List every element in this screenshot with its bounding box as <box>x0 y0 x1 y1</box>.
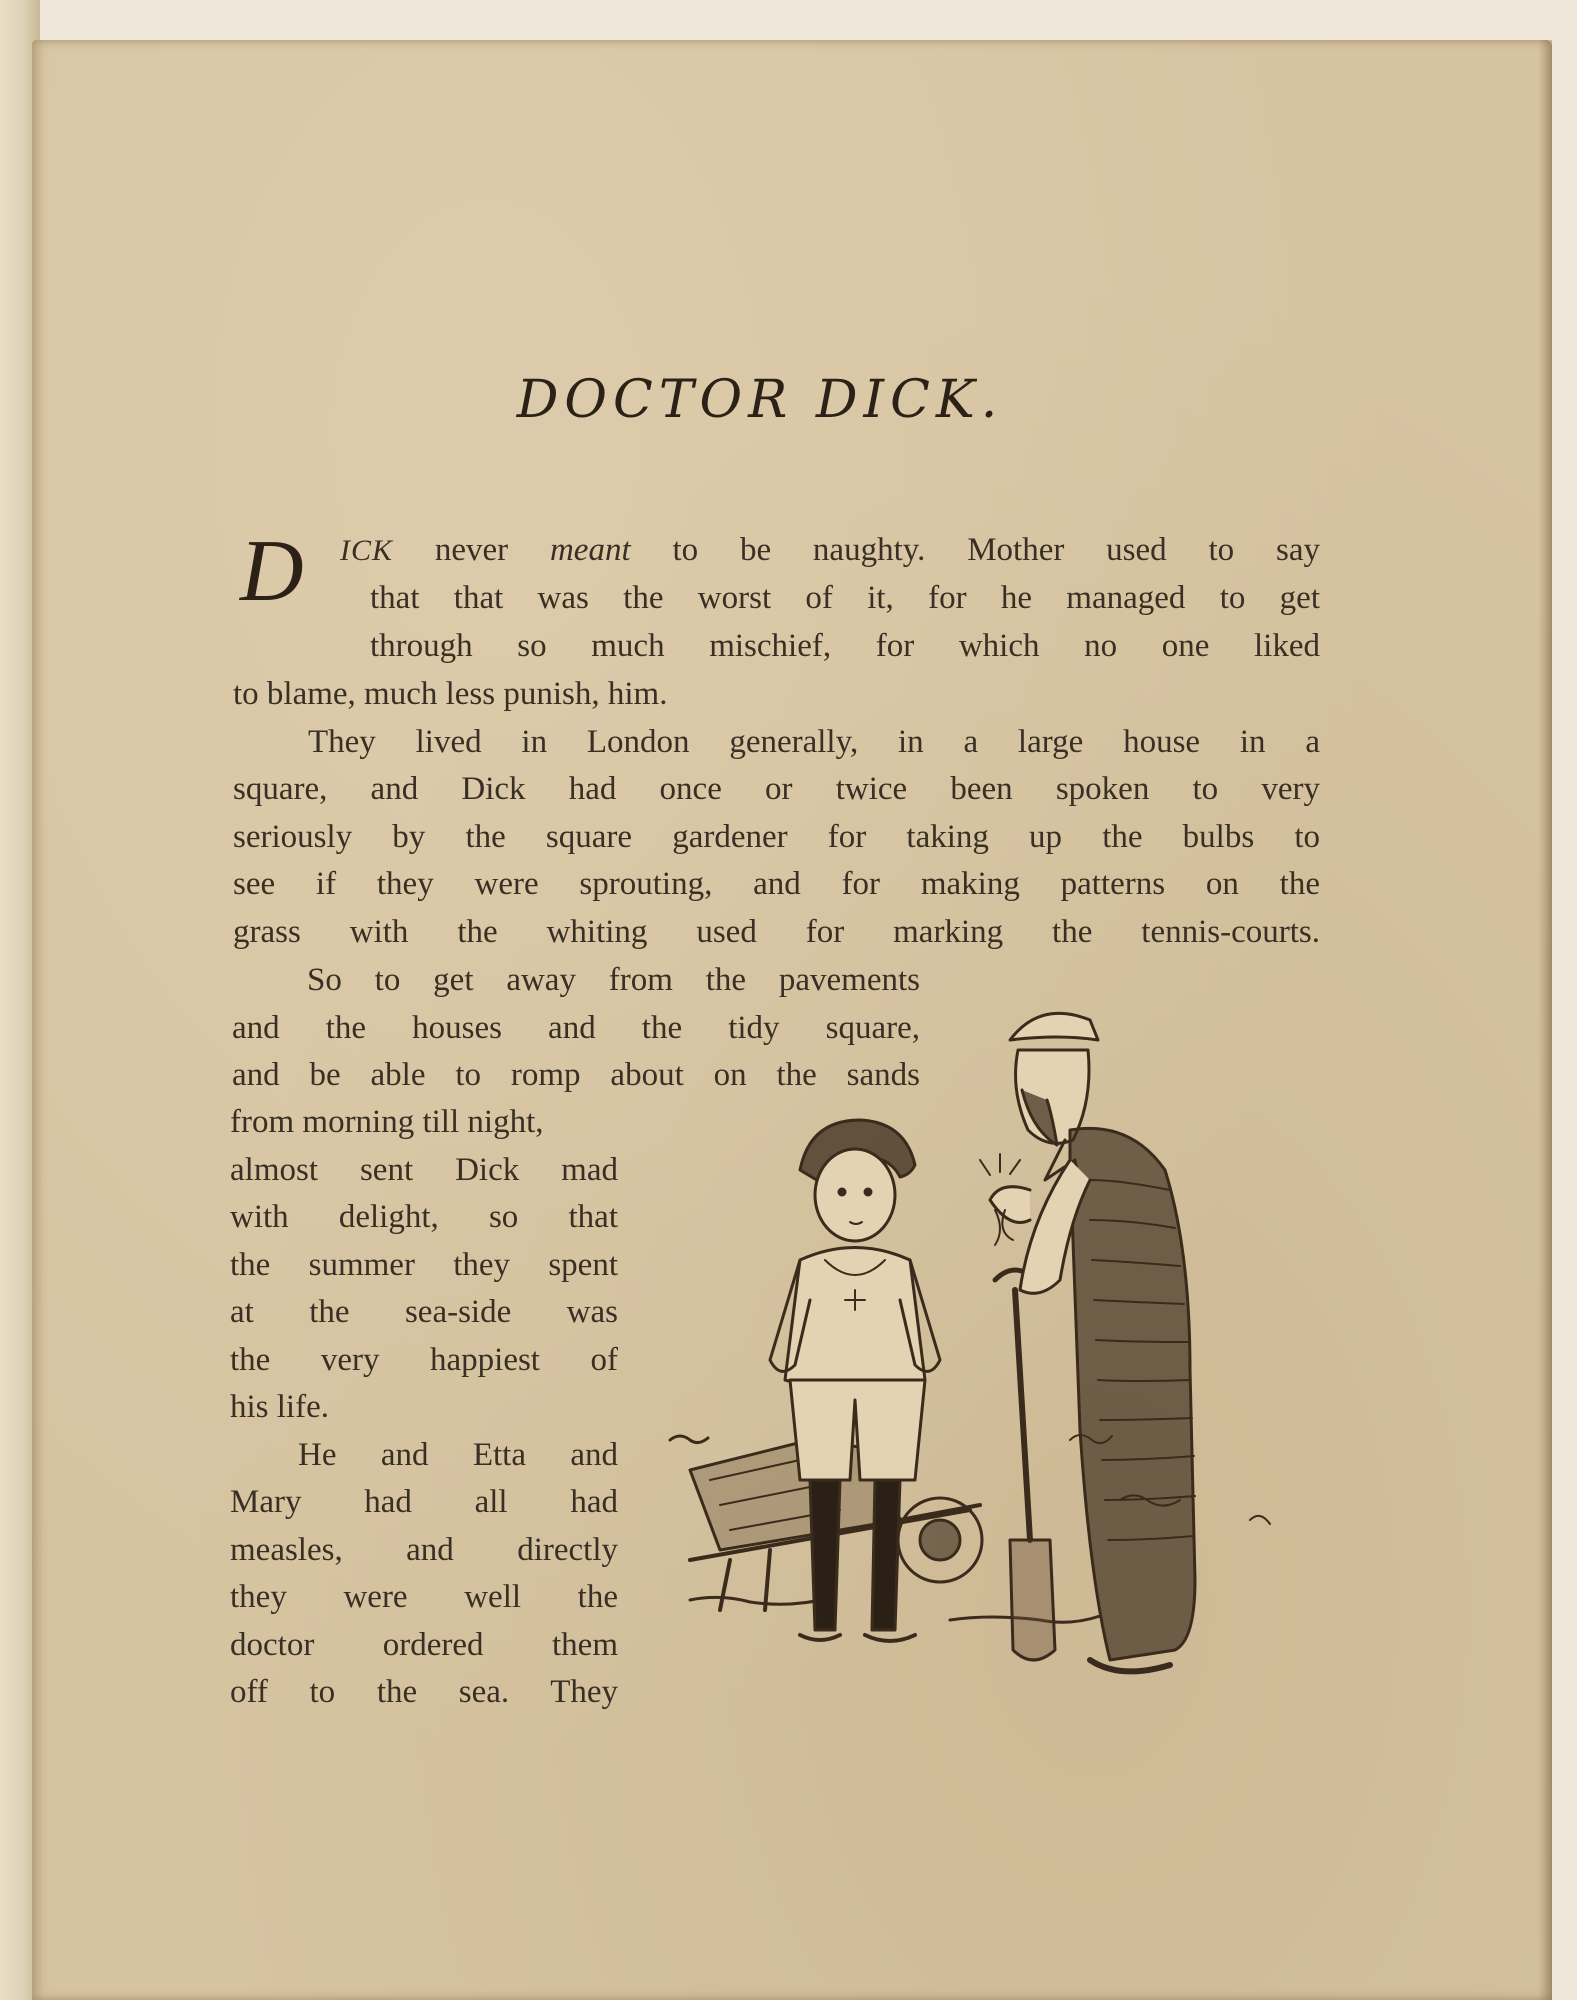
text-line: from morning till night, <box>230 1104 544 1140</box>
text-line: seriously by the square gardener for taking up the bulbs to <box>233 818 1320 855</box>
text-line: at the sea-side was <box>230 1294 618 1330</box>
paragraph-1-indented <box>340 527 1320 575</box>
emphasis-text: meant <box>549 532 631 568</box>
text-line: So to get away from the pavements <box>307 962 920 998</box>
text-line <box>340 527 1320 575</box>
text-line: and the houses and the tidy square, <box>232 1009 920 1046</box>
text-line: his life. <box>230 1389 329 1425</box>
spade <box>995 1270 1055 1660</box>
text-line: He and Etta and <box>298 1436 618 1473</box>
gardener-and-boy-illustration <box>650 960 1300 1720</box>
paragraph-narrow-column <box>230 1099 618 1717</box>
text-line: see if they were sprouting, and for making patterns on the <box>233 866 1320 902</box>
chapter-title: DOCTOR DICK. <box>516 370 1004 430</box>
text-line: doctor ordered them <box>230 1626 618 1663</box>
text-line: that that was the worst of it, for he managed to get <box>370 580 1320 616</box>
text-line: to blame, much less punish, him. <box>233 676 668 712</box>
text-line: through so much mischief, for which no one liked <box>370 627 1320 664</box>
text-line: Mary had all had <box>230 1484 618 1520</box>
text-line: square, and Dick had once or twice been spoken to very <box>233 771 1320 807</box>
smallcaps-text: ICK <box>340 534 394 567</box>
text-line: They lived in London generally, in a large house in a <box>308 723 1320 760</box>
text-run: never <box>393 532 550 568</box>
text-line: they were well the <box>230 1579 618 1615</box>
page-edge-shadow <box>1538 40 1552 2000</box>
text-line: the very happiest of <box>230 1341 618 1378</box>
paragraph-1-indented-cont <box>370 575 1320 670</box>
text-line: the summer they spent <box>230 1246 618 1283</box>
text-line: measles, and directly <box>230 1531 618 1568</box>
text-line: and be able to romp about on the sands <box>232 1057 920 1093</box>
text-run: to be naughty. Mother used to say <box>630 532 1320 568</box>
text-line: almost sent Dick mad <box>230 1151 618 1188</box>
text-line: off to the sea. They <box>230 1674 618 1710</box>
boy-figure <box>770 1120 940 1641</box>
paragraph-full-width <box>233 671 1320 956</box>
text-line: grass with the whiting used for marking the tennis-courts. <box>233 913 1320 950</box>
drop-cap: D <box>240 523 304 620</box>
text-line: with delight, so that <box>230 1199 618 1235</box>
